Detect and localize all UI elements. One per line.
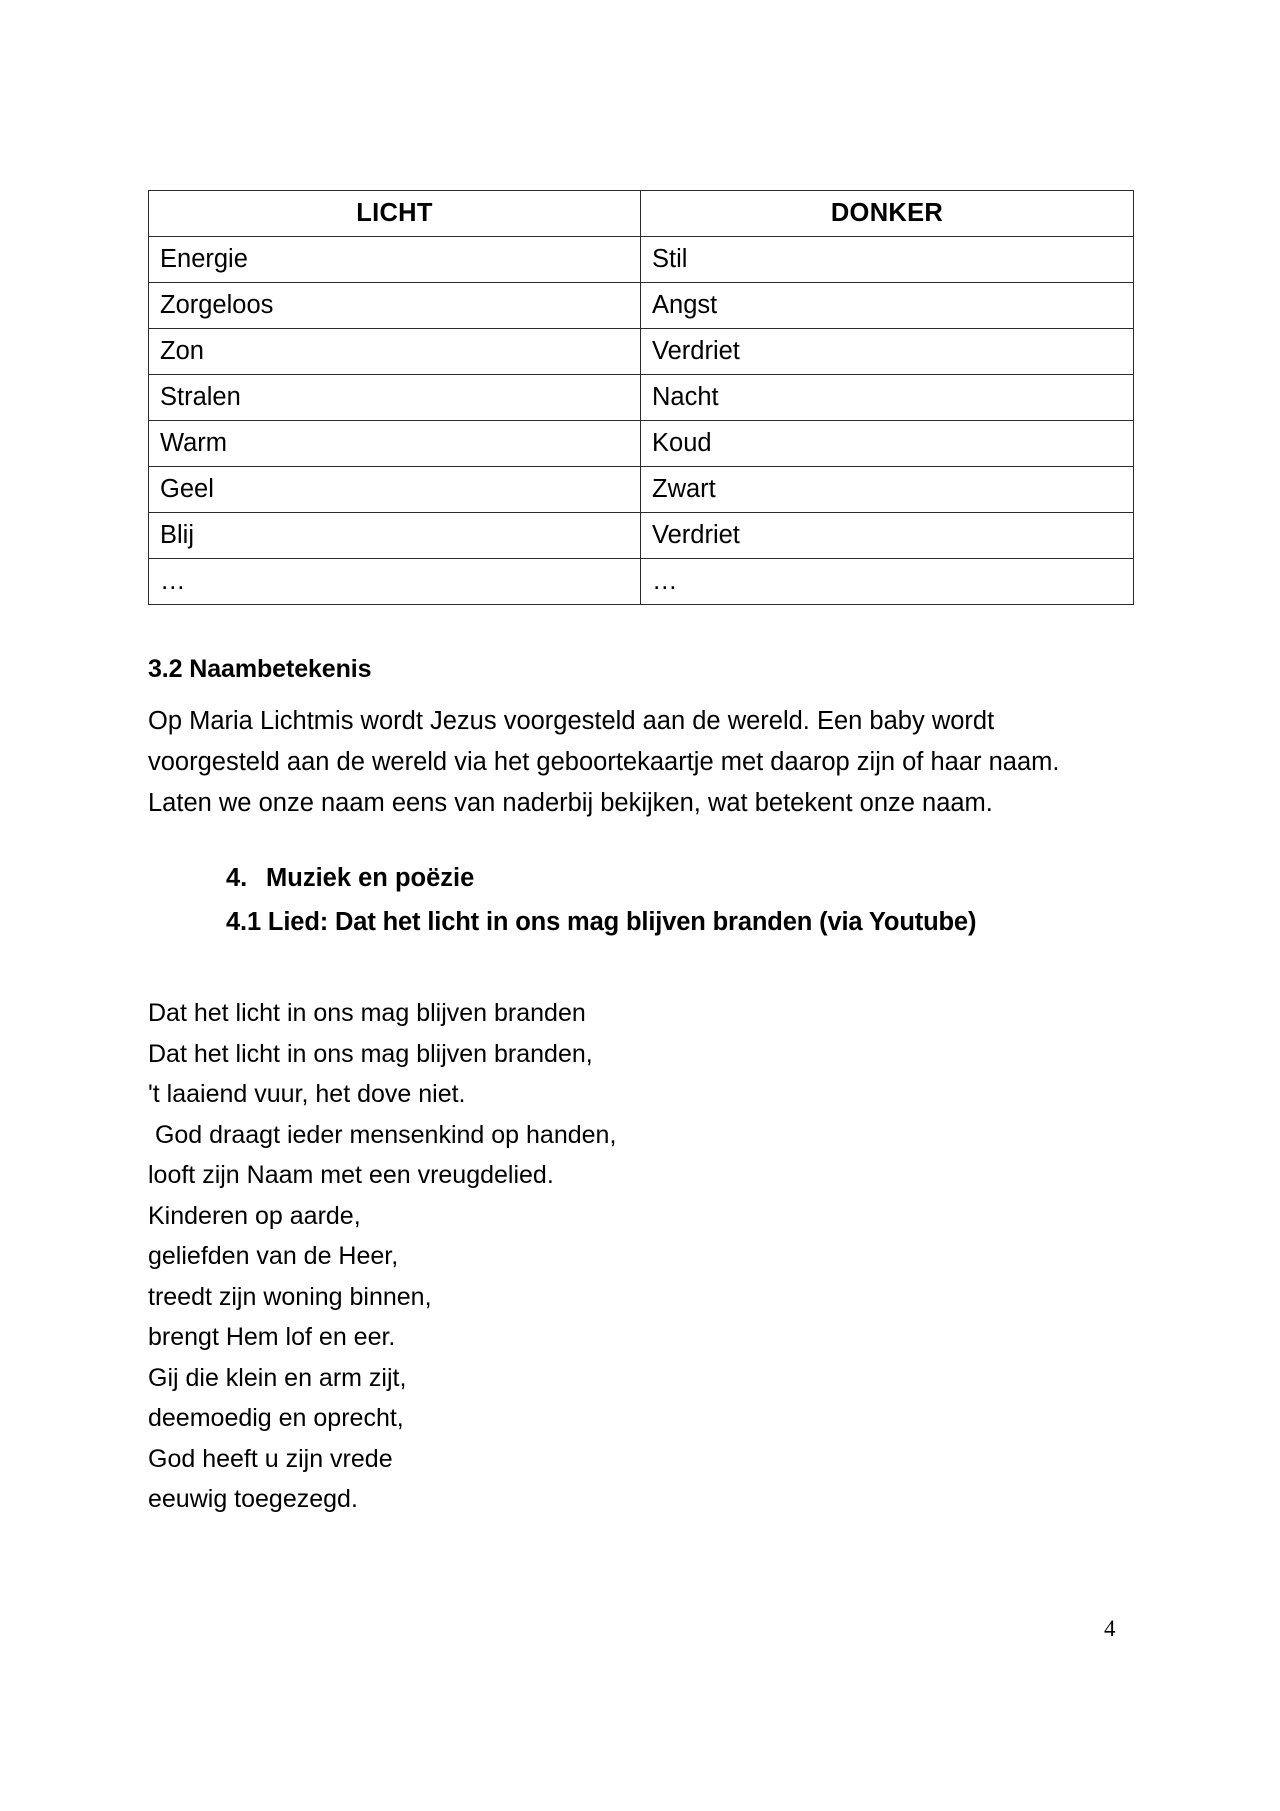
lyrics-line: God heeft u zijn vrede bbox=[148, 1444, 393, 1473]
table-cell-licht: … bbox=[149, 559, 641, 605]
table-cell-donker: Nacht bbox=[641, 375, 1134, 421]
lyrics-line: God draagt ieder mensenkind op handen, bbox=[148, 1120, 617, 1149]
table-cell-donker: … bbox=[641, 559, 1134, 605]
table-row bbox=[149, 283, 1134, 329]
page-number: 4 bbox=[1104, 1616, 1116, 1641]
table-cell-donker: Verdriet bbox=[641, 329, 1134, 375]
lyrics-line: Gij die klein en arm zijt, bbox=[148, 1363, 407, 1392]
table-cell-donker: Zwart bbox=[641, 467, 1134, 513]
lyrics-line: 't laaiend vuur, het dove niet. bbox=[148, 1080, 466, 1109]
table-cell-licht: Energie bbox=[149, 237, 641, 283]
table-row bbox=[149, 513, 1134, 559]
lyrics-line: treedt zijn woning binnen, bbox=[148, 1282, 432, 1311]
table-row bbox=[149, 467, 1134, 513]
lyrics-line: Kinderen op aarde, bbox=[148, 1201, 361, 1230]
table-cell-donker: Koud bbox=[641, 421, 1134, 467]
lyrics-line: Dat het licht in ons mag blijven branden, bbox=[148, 1039, 593, 1068]
table-row bbox=[149, 559, 1134, 605]
lyrics-line: brengt Hem lof en eer. bbox=[148, 1323, 396, 1352]
lyrics-line: deemoedig en oprecht, bbox=[148, 1404, 404, 1433]
lyrics-block bbox=[148, 993, 1133, 1520]
table-cell-licht: Blij bbox=[149, 513, 641, 559]
table-header-row bbox=[149, 191, 1134, 237]
table-row bbox=[149, 421, 1134, 467]
licht-donker-table bbox=[148, 190, 1134, 605]
table-row bbox=[149, 329, 1134, 375]
table-cell-licht: Zon bbox=[149, 329, 641, 375]
paragraph-naambetekenis: Op Maria Lichtmis wordt Jezus voorgesteld aan de wereld. Een baby wordt voorgesteld aan de wereld via het geboortekaartje met daarop zijn of haar naam. Laten we onze naam eens van naderbij bekijken, wat betekent onze naam. bbox=[148, 706, 1060, 818]
table-header-donker: DONKER bbox=[641, 191, 1134, 237]
table-row bbox=[149, 375, 1134, 421]
page-content bbox=[148, 190, 1133, 1520]
table-cell-licht: Warm bbox=[149, 421, 641, 467]
table-cell-licht: Stralen bbox=[149, 375, 641, 421]
heading-4-marker: 4. bbox=[226, 863, 248, 892]
table-cell-donker: Verdriet bbox=[641, 513, 1134, 559]
table-header-licht: LICHT bbox=[149, 191, 641, 237]
lyrics-line: looft zijn Naam met een vreugdelied. bbox=[148, 1161, 554, 1190]
table-row bbox=[149, 237, 1134, 283]
lyrics-line: eeuwig toegezegd. bbox=[148, 1485, 358, 1514]
heading-4-1-lied: 4.1 Lied: Dat het licht in ons mag blijven branden (via Youtube) bbox=[226, 907, 977, 936]
heading-4-label: Muziek en poëzie bbox=[266, 863, 475, 892]
lyrics-line: geliefden van de Heer, bbox=[148, 1242, 399, 1271]
table-cell-licht: Geel bbox=[149, 467, 641, 513]
table-cell-licht: Zorgeloos bbox=[149, 283, 641, 329]
heading-4-muziek-en-poezie bbox=[148, 859, 1133, 897]
lyrics-line: Dat het licht in ons mag blijven branden bbox=[148, 999, 586, 1028]
heading-3-2-naambetekenis: 3.2 Naambetekenis bbox=[148, 655, 372, 683]
table-cell-donker: Angst bbox=[641, 283, 1134, 329]
table-cell-donker: Stil bbox=[641, 237, 1134, 283]
